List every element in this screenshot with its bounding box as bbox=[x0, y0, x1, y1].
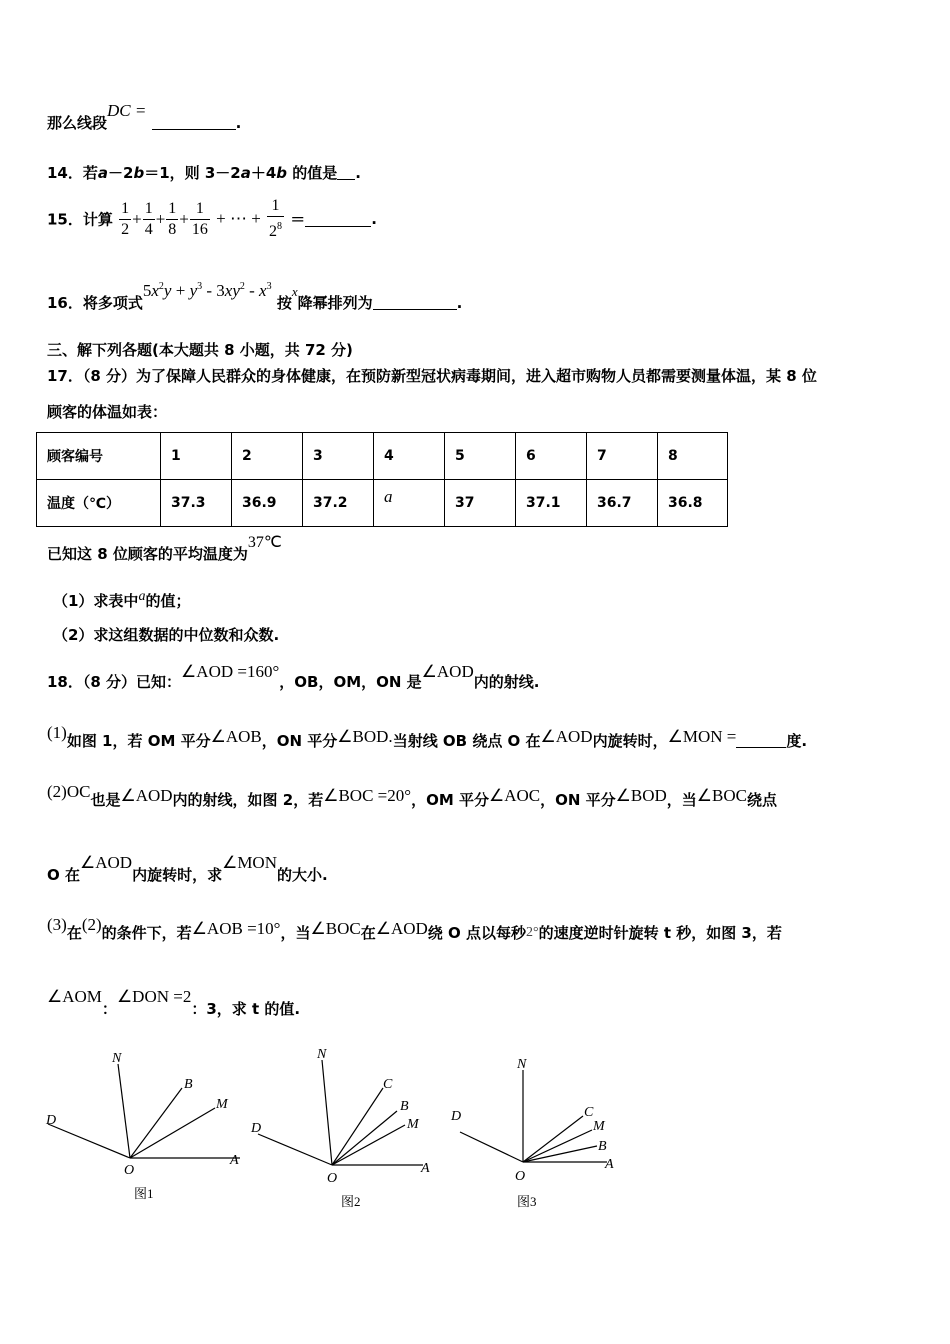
q13-answer-blank[interactable] bbox=[152, 115, 236, 130]
label-a: A bbox=[230, 1153, 239, 1168]
label-d: D bbox=[251, 1121, 262, 1136]
label-o: O bbox=[327, 1171, 338, 1186]
label-n: N bbox=[517, 1057, 527, 1072]
q15-fraction: $\frac{1}{2}$ bbox=[121, 199, 130, 238]
label-m: M bbox=[216, 1097, 228, 1112]
q16-polynomial: $5x^2y + y^3 - 3xy^2 - x^3$ bbox=[142, 281, 272, 300]
ray-om bbox=[332, 1125, 405, 1165]
ray-on bbox=[118, 1064, 130, 1158]
ray-om bbox=[130, 1108, 215, 1158]
table-cell: 37.1 bbox=[516, 480, 587, 527]
temperature-table bbox=[36, 432, 728, 527]
figure-3 bbox=[445, 1050, 625, 1215]
q17-average-value: 37℃ bbox=[247, 534, 282, 551]
q18-part2: (2)OC也是∠AOD内的射线，如图 2，若∠BOC =20°，OM 平分∠AOC，ON 平分∠BOD，当∠BOC绕点 bbox=[47, 782, 778, 809]
table-cell: 4 bbox=[374, 433, 445, 480]
q18-part2-cont: O 在∠AOD内旋转时，求∠MON的大小. bbox=[47, 853, 328, 884]
q15-fraction: $\frac{1}{8}$ bbox=[168, 199, 177, 238]
table-row-temps bbox=[37, 480, 728, 527]
label-m: M bbox=[593, 1119, 605, 1134]
ray-ob bbox=[130, 1088, 182, 1158]
q13-prefix: 那么线段 bbox=[47, 114, 108, 132]
label-b: B bbox=[400, 1099, 409, 1114]
label-m: M bbox=[407, 1117, 419, 1132]
q18-part1-answer-blank[interactable] bbox=[736, 733, 786, 748]
table-cell: 3 bbox=[303, 433, 374, 480]
ray-od bbox=[460, 1132, 523, 1162]
plus-sign: + bbox=[132, 209, 142, 228]
table-cell: 36.8 bbox=[658, 480, 728, 527]
q17-line2: 顾客的体温如表： bbox=[47, 403, 168, 421]
q15-lead: 15．计算 bbox=[47, 210, 113, 229]
figure-2-caption: 图2 bbox=[341, 1194, 361, 1209]
figure-1-caption: 图1 bbox=[134, 1186, 154, 1201]
plus-sign: + bbox=[155, 209, 166, 228]
q15-fraction: $\frac{1}{4}$ bbox=[144, 199, 153, 238]
figure-3-caption: 图3 bbox=[517, 1194, 537, 1209]
ray-od bbox=[258, 1134, 332, 1165]
q16: 16．将多项式$5x^2y + y^3 - 3xy^2 - x^3$ 按x降幂排列为 . bbox=[47, 281, 463, 312]
label-d: D bbox=[451, 1109, 462, 1124]
label-n: N bbox=[317, 1047, 327, 1062]
table-header-label: 顾客编号 bbox=[37, 433, 161, 480]
figure-2 bbox=[245, 1040, 445, 1215]
table-cell-unknown: a bbox=[374, 480, 445, 527]
q18-intro: 18．（8 分）已知：∠AOD =160°，OB，OM，ON 是∠AOD内的射线. bbox=[47, 662, 540, 691]
label-o: O bbox=[515, 1169, 526, 1184]
plus-sign: + bbox=[179, 209, 189, 228]
table-cell: 1 bbox=[161, 433, 232, 480]
q17-part2: （2）求这组数据的中位数和众数. bbox=[53, 626, 280, 644]
q18-part1: (1)如图 1，若 OM 平分∠AOB，ON 平分∠BOD.当射线 OB 绕点 O 在∠AOD内旋转时，∠MON = 度. bbox=[47, 723, 808, 750]
ray-od bbox=[48, 1124, 130, 1158]
q18-part3-cont: ∠AOM：∠DON =2：3，求 t 的值. bbox=[47, 987, 301, 1018]
table-cell: 36.7 bbox=[587, 480, 658, 527]
q14-text: 14．若a－2b＝1，则 3－2a＋4b 的值是 bbox=[47, 164, 338, 182]
q17-average: 已知这 8 位顾客的平均温度为37℃ bbox=[47, 534, 282, 563]
q15-last-fraction: $\frac{1}{2^8}$ bbox=[269, 197, 283, 240]
table-cell: 6 bbox=[516, 433, 587, 480]
table-cell: 8 bbox=[658, 433, 728, 480]
table-cell: 36.9 bbox=[232, 480, 303, 527]
table-row-label: 温度（℃） bbox=[37, 480, 161, 527]
label-b: B bbox=[184, 1077, 193, 1092]
table-cell: 37.2 bbox=[303, 480, 374, 527]
ray-oc bbox=[332, 1088, 383, 1165]
q15-dots: + ⋯ + bbox=[216, 209, 261, 228]
q16-lead: 16．将多项式 bbox=[47, 294, 143, 312]
q15-fractions bbox=[118, 199, 211, 238]
q16-answer-blank[interactable] bbox=[373, 295, 457, 310]
q15: 15．计算 $\frac{1}{2}$ + $\frac{1}{4}$ + $\frac{1}{8}$ + $\frac{1}{16}$ + ⋯ + $\frac{1}{2^8}$ ＝ . bbox=[47, 197, 377, 240]
ray-on bbox=[322, 1060, 332, 1165]
q13-tail: 那么线段DC = . bbox=[47, 101, 242, 132]
table-cell: 2 bbox=[232, 433, 303, 480]
figure-1 bbox=[40, 1040, 250, 1210]
table-cell: 37.3 bbox=[161, 480, 232, 527]
q14-answer-blank[interactable] bbox=[337, 165, 355, 180]
q17-part1: （1）求表中a的值； bbox=[53, 589, 191, 610]
section-3-title: 三、解下列各题(本大题共 8 小题，共 72 分) bbox=[47, 341, 353, 359]
q13-expr: DC = bbox=[107, 101, 147, 120]
q18-part3: (3)在(2)的条件下，若∠AOB =10°，当∠BOC在∠AOD绕 O 点以每秒2°的速度逆时针旋转 t 秒，如图 3，若 bbox=[47, 915, 782, 942]
label-c: C bbox=[584, 1105, 594, 1120]
table-cell: 7 bbox=[587, 433, 658, 480]
label-c: C bbox=[383, 1077, 393, 1092]
q15-fraction: $\frac{1}{16}$ bbox=[191, 199, 208, 238]
ray-ob bbox=[332, 1111, 397, 1165]
label-o: O bbox=[124, 1163, 135, 1178]
label-a: A bbox=[605, 1157, 614, 1172]
table-cell: 5 bbox=[445, 433, 516, 480]
q15-answer-blank[interactable] bbox=[305, 212, 371, 227]
q14: 14．若a－2b＝1，则 3－2a＋4b 的值是 . bbox=[47, 164, 361, 182]
label-b: B bbox=[598, 1139, 607, 1154]
label-n: N bbox=[112, 1051, 122, 1066]
label-a: A bbox=[421, 1161, 430, 1176]
q17-line1: 17．（8 分）为了保障人民群众的身体健康，在预防新型冠状病毒期间，进入超市购物人员都需要测量体温，某 8 位 bbox=[47, 367, 817, 385]
table-row-ids bbox=[37, 433, 728, 480]
label-d: D bbox=[46, 1113, 57, 1128]
table-cell: 37 bbox=[445, 480, 516, 527]
